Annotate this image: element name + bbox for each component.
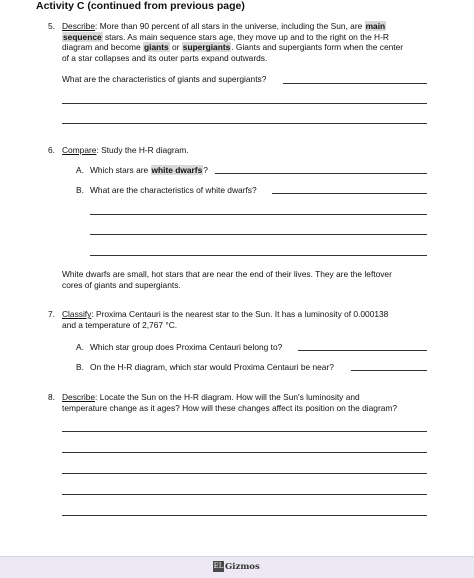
q5-answer-line[interactable] [62,103,427,104]
q5-line-3: diagram and become giants or supergiants. Giants and supergiants form when the center [62,42,404,52]
q7-b-label: B. [76,362,84,372]
q5-highlight-main: main [365,21,386,31]
q6-b-answer-line[interactable] [90,255,427,256]
q5-highlight-giants: giants [144,42,169,52]
q6-highlight-white-dwarfs: white dwarfs [151,165,203,175]
q6-number: 6. [48,145,55,155]
q5-highlight-supergiants: supergiants [182,42,231,52]
q6-note-line-2: cores of giants and supergiants. [62,279,181,290]
q8-number: 8. [48,392,55,402]
q6-b-answer-line[interactable] [90,234,427,235]
q7-b-question: On the H-R diagram, which star would Proxima Centauri be near? [90,362,334,372]
page-title: Activity C (continued from previous page) [36,0,245,12]
q6-a-answer-line[interactable] [215,173,427,174]
q6-verb: Compare [62,145,97,155]
q6-b-label: B. [76,185,84,195]
q5-number: 5. [48,21,55,31]
q8-answer-line[interactable] [62,515,427,516]
q6-a-question: Which stars are white dwarfs? [90,165,208,175]
q7-a-answer-line[interactable] [298,350,427,351]
q7-number: 7. [48,309,55,319]
gizmos-logo [213,561,260,572]
q8-answer-line[interactable] [62,431,427,432]
q5-line-2: sequence stars. As main sequence stars age, they move up and to the right on the H-R [63,31,389,42]
q7-a-label: A. [76,342,84,352]
q6-note-line-1: White dwarfs are small, hot stars that are near the end of their lives. They are the leftover [62,269,392,279]
q5-question: What are the characteristics of giants and supergiants? [62,74,267,84]
q8-line-1: Describe: Locate the Sun on the H-R diagram. How will the Sun's luminosity and [62,392,360,402]
q7-line-2: and a temperature of 2,767 °C. [62,319,178,330]
logo-text: Gizmos [225,561,260,572]
q8-line-2: temperature change as it ages? How will these changes affect its position on the diagram? [62,402,398,413]
q8-answer-line[interactable] [62,494,427,495]
q5-line-4: of a star collapses and its outer parts expand outwards. [62,52,268,63]
q8-answer-line[interactable] [62,452,427,453]
q7-b-answer-line[interactable] [351,370,427,371]
q6-b-answer-line[interactable] [272,193,427,194]
q6-a-label: A. [76,165,84,175]
q8-verb: Describe [62,392,96,402]
q7-line-1: Classify: Proxima Centauri is the nearest star to the Sun. It has a luminosity of 0.000138 [62,309,389,319]
q7-verb: Classify [62,309,92,319]
q7-a-question: Which star group does Proxima Centauri belong to? [90,342,283,352]
q5-line-1: Describe: More than 90 percent of all stars in the universe, including the Sun, are main [62,21,386,31]
q6-b-question: What are the characteristics of white dwarfs? [90,185,257,195]
q8-answer-line[interactable] [62,473,427,474]
q5-verb: Describe [62,21,96,31]
q5-answer-line[interactable] [283,83,427,84]
q6-b-answer-line[interactable] [90,214,427,215]
q6-lead: Compare: Study the H-R diagram. [62,145,189,155]
page-footer [0,556,474,578]
logo-mark-icon: EL [213,562,224,570]
q5-highlight-sequence: sequence [63,31,102,42]
q5-answer-line[interactable] [62,123,427,124]
